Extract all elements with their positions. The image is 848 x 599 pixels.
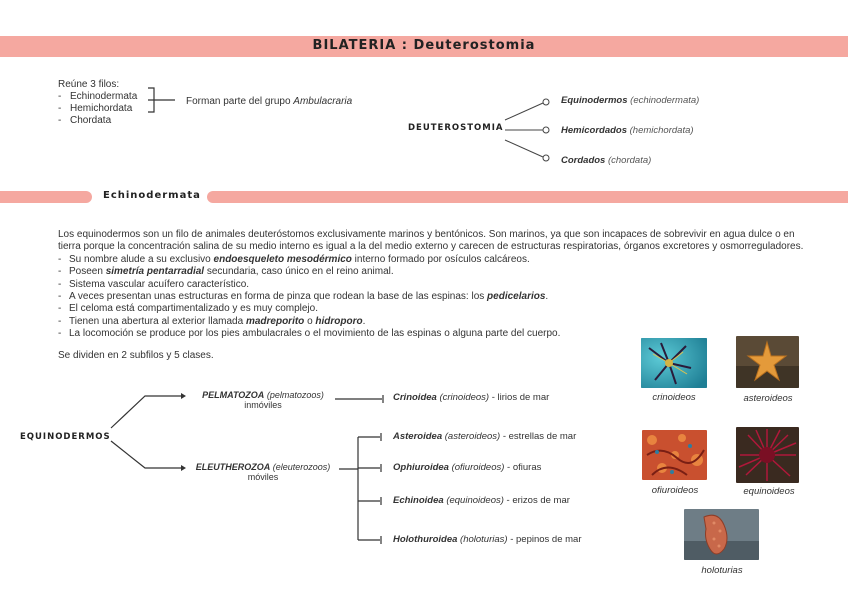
class-asteroidea: Asteroidea (asteroideos) - estrellas de mar xyxy=(393,431,577,442)
phylum-item: - Hemichordata xyxy=(58,103,137,115)
branch-hemicordados: Hemicordados (hemichordata) xyxy=(561,125,694,136)
bullet-item: - Su nombre alude a su exclusivo endoesqueleto mesodérmico interno formado por osículos calcáreos. xyxy=(58,254,828,266)
class-echinoidea: Echinoidea (equinoideos) - erizos de mar xyxy=(393,495,570,506)
phylum-item: - Echinodermata xyxy=(58,91,137,103)
starfish-photo xyxy=(736,336,799,388)
subdivision-note: Se dividen en 2 subfilos y 5 clases. xyxy=(58,350,214,361)
bullet-item: - A veces presentan unas estructuras en forma de pinza que rodean la base de las espinas: los pedicelarios. xyxy=(58,291,828,303)
subphylum-eleutherozoa: ELEUTHEROZOA (eleuterozoos) móviles xyxy=(195,462,331,482)
brittle-star-photo xyxy=(642,430,707,480)
bullet-item: - El celoma está compartimentalizado y es muy complejo. xyxy=(58,303,828,315)
class-crinoidea: Crinoidea (crinoideos) - lirios de mar xyxy=(393,392,550,403)
page-title: BILATERIA : Deuterostomia xyxy=(312,38,536,53)
sea-urchin-photo xyxy=(736,427,799,483)
paragraph-line: tierra porque la concentración salina de su medio interno es igual a la del medio externo y carecen de estructuras respiratorias, órganos excretores y osmorreguladores. xyxy=(58,241,804,253)
tree-root: EQUINODERMOS xyxy=(20,432,111,442)
bullet-item: - La locomoción se produce por los pies ambulacrales o el movimiento de las espinas o alguna parte del cuerpo. xyxy=(58,328,828,340)
subphylum-pelmatozoa: PELMATOZOA (pelmatozoos) inmóviles xyxy=(202,390,324,410)
section-divider-right xyxy=(207,191,848,203)
class-ophiuroidea: Ophiuroidea (ofiuroideos) - ofiuras xyxy=(393,462,542,473)
caption-ofiuroideos: ofiuroideos xyxy=(651,485,699,496)
bullet-item: - Sistema vascular acuífero característico. xyxy=(58,279,828,291)
branch-cordados: Cordados (chordata) xyxy=(561,155,652,166)
bullet-item: - Poseen simetría pentarradial secundaria, caso único en el reino animal. xyxy=(58,266,828,278)
phyla-list xyxy=(58,91,137,127)
caption-crinoideos: crinoideos xyxy=(652,392,696,403)
description-block xyxy=(58,229,828,341)
caption-holoturias: holoturias xyxy=(701,565,743,576)
section-divider-left xyxy=(0,191,92,203)
caption-asteroideos: asteroideos xyxy=(743,393,793,404)
class-holothuroidea: Holothuroidea (holoturias) - pepinos de mar xyxy=(393,534,582,545)
ambulacraria-note: Forman parte del grupo Ambulacraria xyxy=(186,96,353,107)
intro-lead: Reúne 3 filos: xyxy=(58,79,120,90)
sea-cucumber-photo xyxy=(684,509,759,560)
deuterostomia-root: DEUTEROSTOMIA xyxy=(408,123,504,133)
paragraph-line: Los equinodermos son un filo de animales deuteróstomos exclusivamente marinos y bentónicos. Son marinos, ya que son incapaces de sobrevivir en agua dulce o en xyxy=(58,229,795,240)
branch-equinodermos: Equinodermos (echinodermata) xyxy=(561,95,700,106)
bullet-item: - Tienen una abertura al exterior llamada madreporito o hidroporo. xyxy=(58,316,828,328)
section-title: Echinodermata xyxy=(103,190,201,201)
caption-equinoideos: equinoideos xyxy=(743,486,795,497)
crinoid-photo xyxy=(641,338,707,388)
phylum-item: - Chordata xyxy=(58,115,137,127)
